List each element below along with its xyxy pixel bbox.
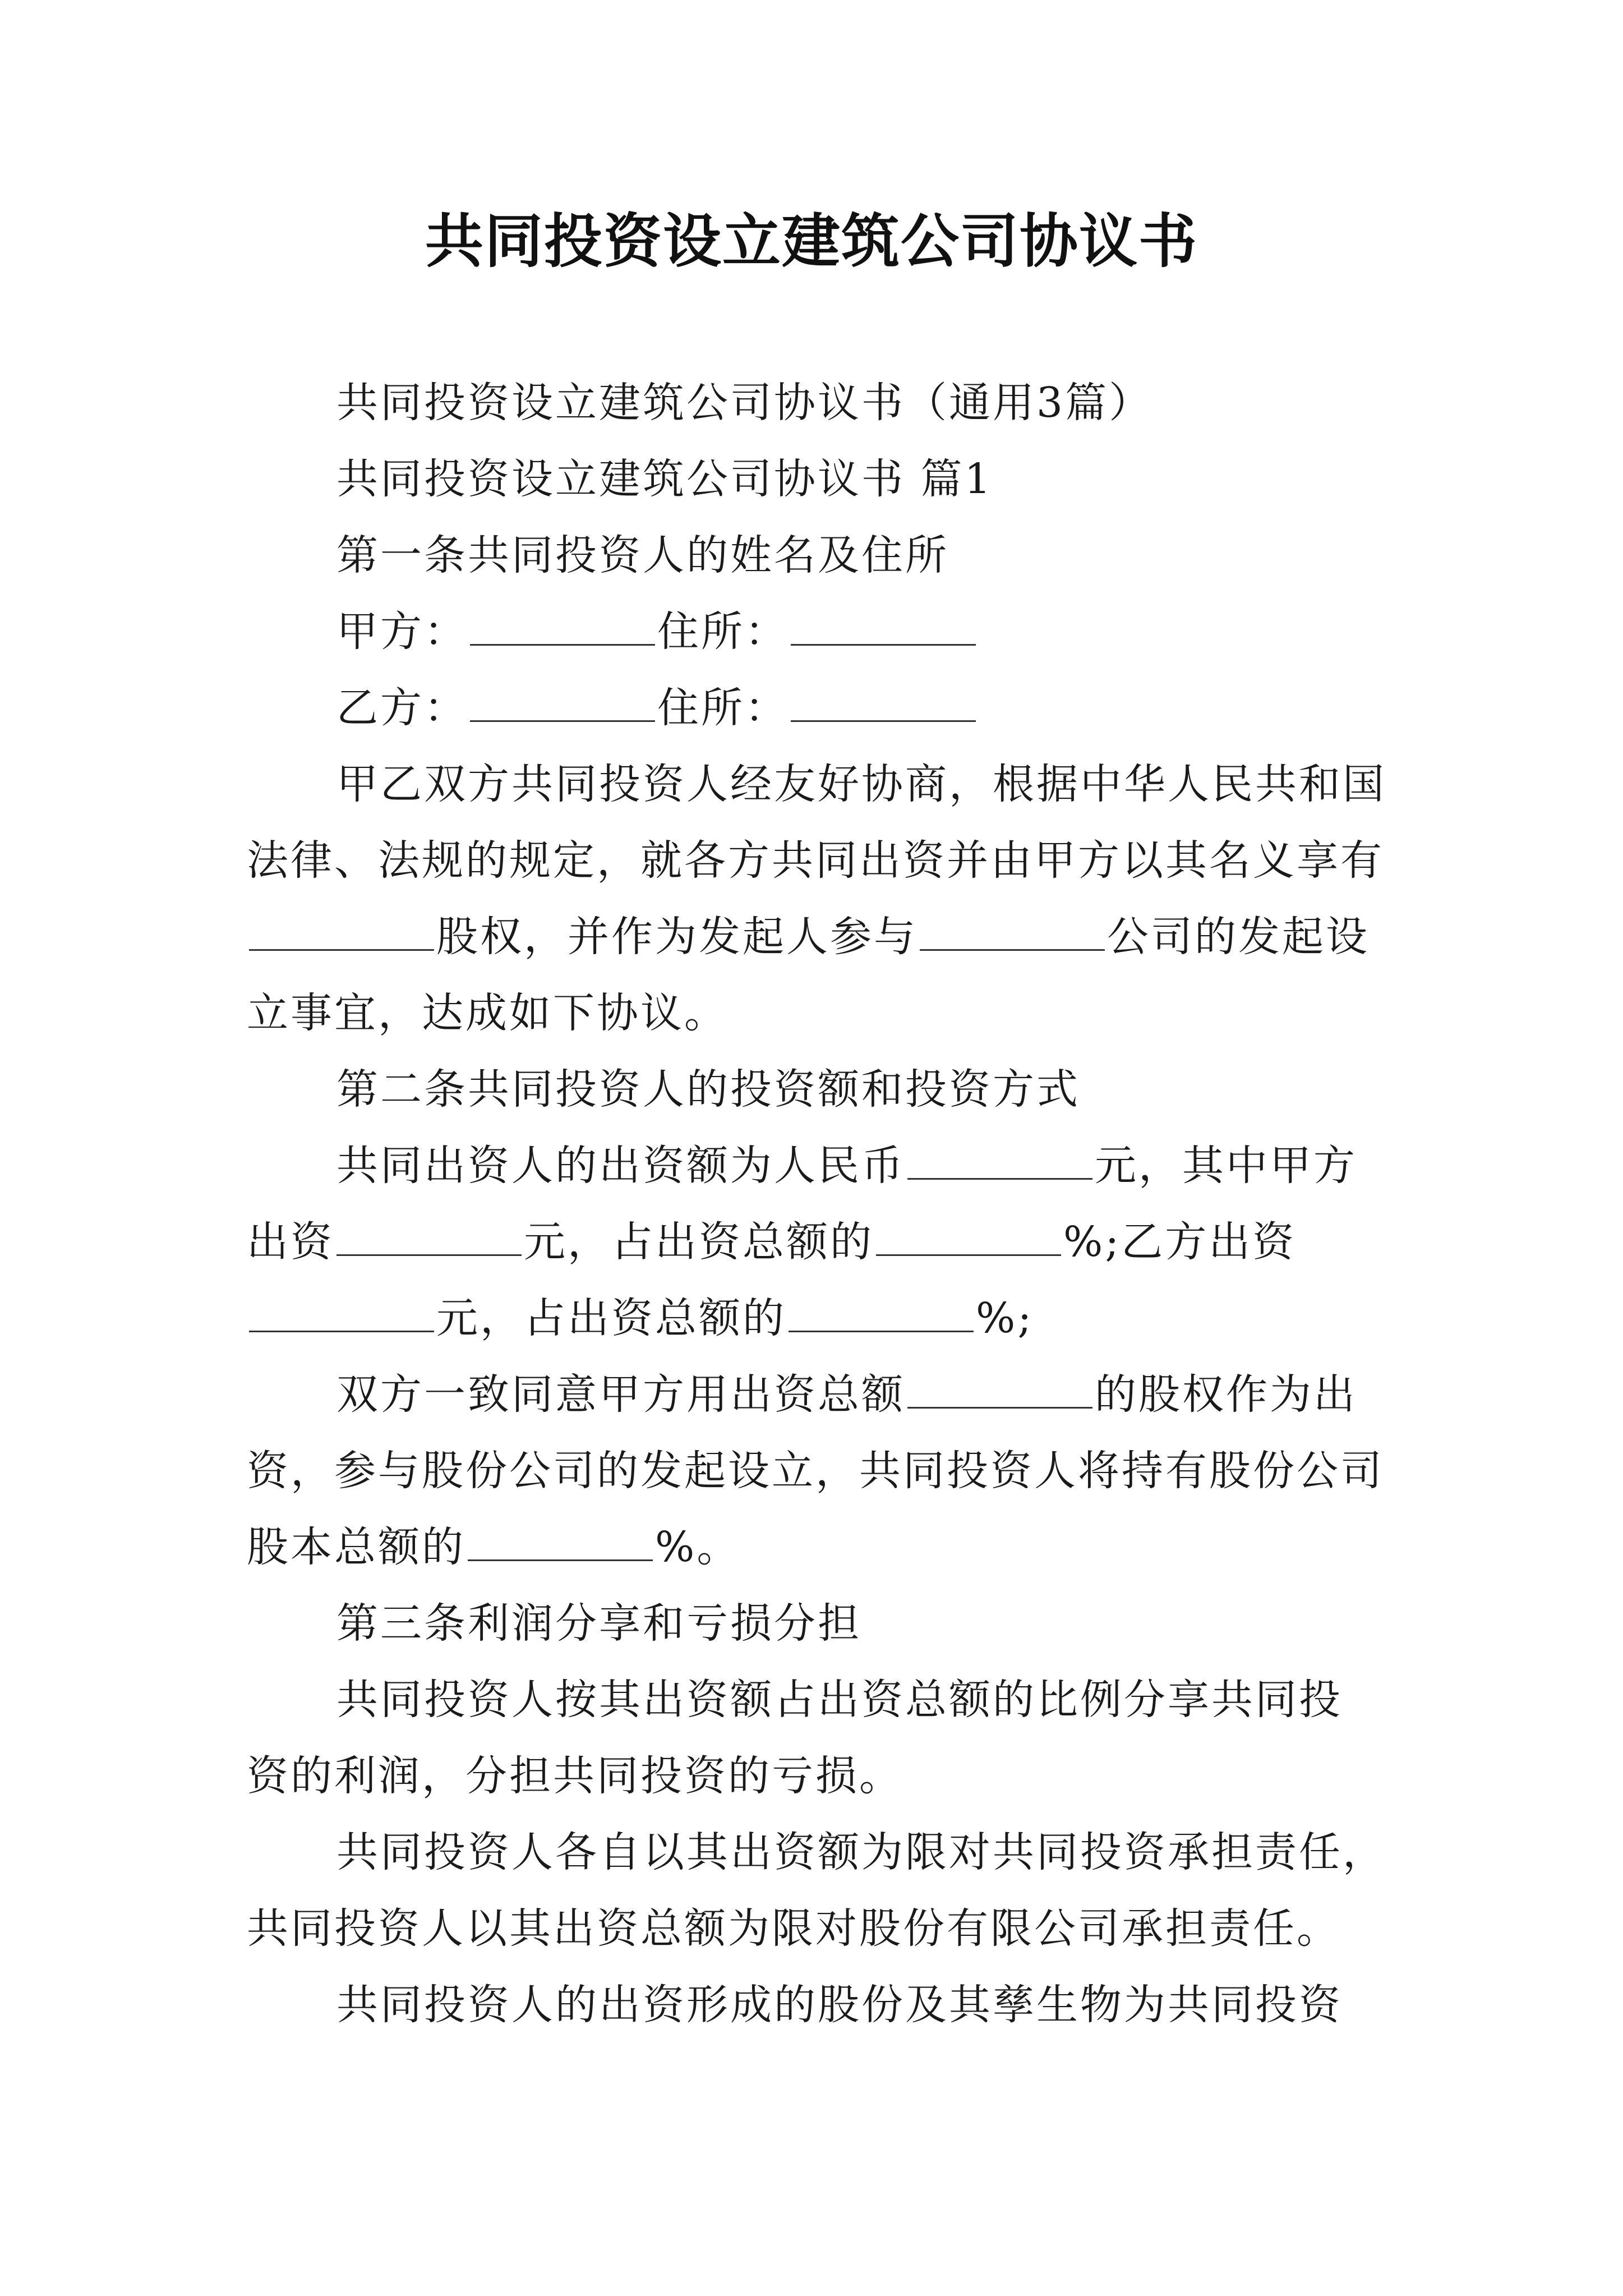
equity-blank — [249, 908, 434, 951]
total-amount-blank — [907, 1137, 1092, 1180]
part-heading: 共同投资设立建筑公司协议书 篇1 — [336, 455, 993, 503]
preamble-line-4: 立事宜，达成如下协议。 — [247, 989, 728, 1037]
party-b-address-label: 住所： — [657, 684, 789, 732]
document-title: 共同投资设立建筑公司协议书 — [425, 206, 1198, 275]
document-subtitle: 共同投资设立建筑公司协议书（通用3篇） — [336, 379, 1153, 427]
article2-p1-line-3 — [247, 1280, 1391, 1356]
party-a-line — [247, 593, 1391, 670]
preamble-line-3 — [247, 899, 1391, 975]
article2-p1-line-2-text-a: 出资 — [247, 1218, 334, 1266]
article2-p1-line-2-text-c: %;乙方出资 — [1063, 1218, 1297, 1266]
article2-p1-line-3-text-b: %; — [976, 1294, 1034, 1342]
equity-share-blank — [907, 1365, 1092, 1409]
article3-p1-line-2: 资的利润，分担共同投资的亏损。 — [247, 1752, 903, 1800]
party-a-name-blank — [470, 602, 655, 646]
article2-p2-line-2: 资，参与股份公司的发起设立，共同投资人将持有股份公司 — [247, 1447, 1384, 1495]
article2-p1-line-2 — [247, 1204, 1391, 1280]
article2-p1-line-3-text-a: 元，占出资总额的 — [436, 1294, 786, 1342]
article2-p2-line-1-text-a: 双方一致同意甲方用出资总额 — [336, 1370, 905, 1419]
article2-p1-line-2-text-b: 元，占出资总额的 — [524, 1218, 874, 1266]
article3-p1-line-1: 共同投资人按其出资额占出资总额的比例分享共同投 — [336, 1676, 1343, 1724]
article2-p2-line-3 — [247, 1509, 1391, 1585]
article3-heading: 第三条利润分享和亏损分担 — [336, 1599, 861, 1648]
preamble-line-1: 甲乙双方共同投资人经友好协商，根据中华人民共和国 — [336, 760, 1386, 808]
preamble-line-2: 法律、法规的规定，就各方共同出资并由甲方以其名义享有 — [247, 836, 1384, 885]
article2-p1-line-1 — [247, 1128, 1391, 1204]
party-b-address-blank — [791, 679, 976, 722]
party-a-percent-blank — [876, 1213, 1061, 1256]
article3-p2-line-2: 共同投资人以其出资总额为限对股份有限公司承担责任。 — [247, 1904, 1340, 1953]
share-capital-percent-blank — [468, 1518, 653, 1561]
party-a-amount-blank — [336, 1213, 522, 1256]
article2-p2-line-3-text-b: %。 — [655, 1523, 741, 1571]
party-b-label: 乙方： — [336, 684, 468, 732]
preamble-line-3-text-a: 股权，并作为发起人参与 — [436, 913, 917, 961]
party-b-line — [247, 670, 1391, 746]
article2-p2-line-3-text-a: 股本总额的 — [247, 1523, 465, 1571]
party-b-amount-blank — [249, 1289, 434, 1332]
document-body — [247, 365, 1391, 2043]
party-a-address-label: 住所： — [657, 608, 789, 656]
company-name-blank — [920, 908, 1105, 951]
party-a-label: 甲方： — [336, 608, 468, 656]
party-b-name-blank — [470, 679, 655, 722]
article2-p2-line-1 — [247, 1356, 1391, 1433]
preamble-line-3-text-b: 公司的发起设 — [1107, 913, 1370, 961]
article3-p3-line-1: 共同投资人的出资形成的股份及其孳生物为共同投资 — [336, 1981, 1343, 2029]
article2-p1-line-1-text-a: 共同出资人的出资额为人民币 — [336, 1142, 905, 1190]
article2-p2-line-1-text-b: 的股权作为出 — [1095, 1370, 1357, 1419]
party-b-percent-blank — [789, 1289, 974, 1332]
article1-heading: 第一条共同投资人的姓名及住所 — [336, 531, 949, 579]
article2-p1-line-1-text-b: 元，其中甲方 — [1095, 1142, 1357, 1190]
article3-p2-line-1: 共同投资人各自以其出资额为限对共同投资承担责任， — [336, 1828, 1386, 1876]
party-a-address-blank — [791, 602, 976, 646]
article2-heading: 第二条共同投资人的投资额和投资方式 — [336, 1065, 1080, 1114]
